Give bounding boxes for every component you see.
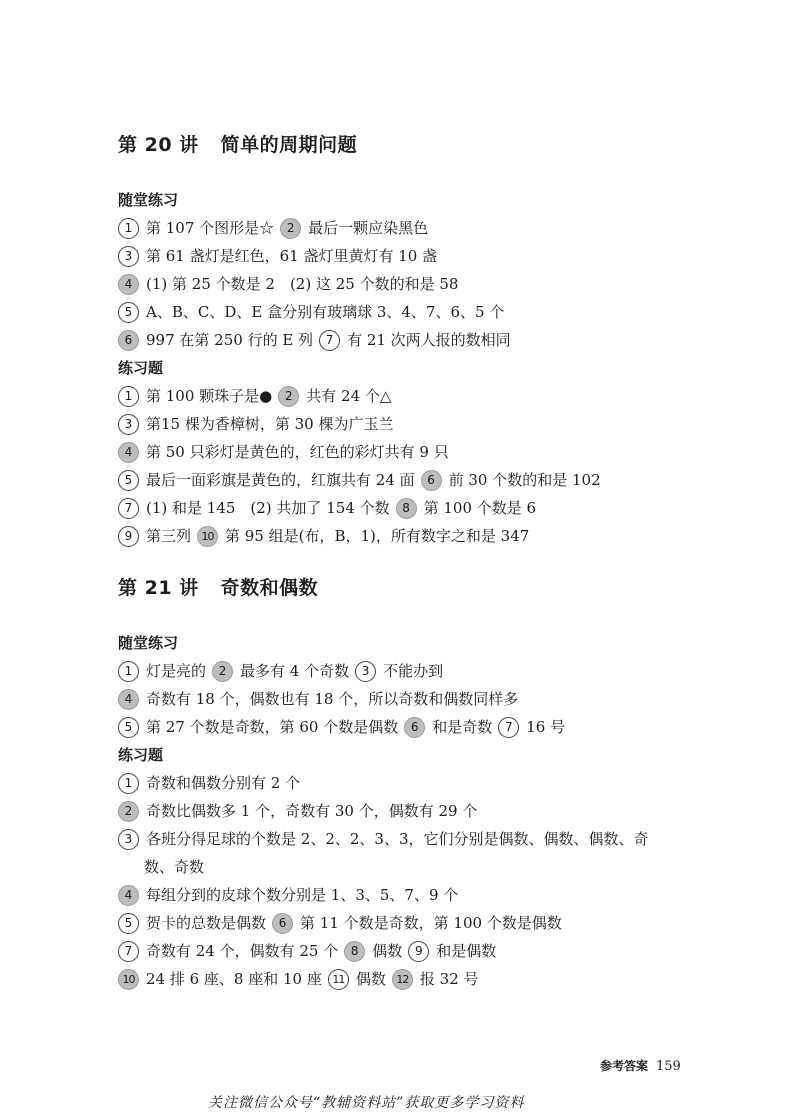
circled-number-icon: 12 — [392, 969, 413, 990]
answer-text: 有 21 次两人报的数相同 — [347, 331, 511, 349]
answer-line — [118, 825, 758, 853]
circled-number-icon: 5 — [118, 717, 139, 738]
answer-item — [408, 942, 496, 960]
answer-item — [212, 662, 349, 680]
circled-number-icon: 6 — [421, 470, 442, 491]
footer-label: 参考答案 — [600, 1059, 649, 1073]
answer-item — [344, 942, 402, 960]
answer-line — [118, 270, 758, 298]
answer-text: 16 号 — [526, 718, 566, 736]
answer-item — [118, 774, 300, 792]
answer-text: 偶数 — [355, 970, 386, 988]
circled-number-icon: 9 — [118, 526, 139, 547]
answer-text: 不能办到 — [383, 662, 444, 680]
answer-text: 奇数比偶数多 1 个，奇数有 30 个，偶数有 29 个 — [146, 802, 478, 820]
answer-text: 每组分到的皮球个数分别是 1、3、5、7、9 个 — [146, 886, 459, 904]
answer-item — [118, 802, 477, 820]
answer-text: 最后一颗应染黑色 — [308, 219, 429, 237]
answer-line — [118, 298, 758, 326]
answer-item — [328, 970, 386, 988]
answer-line — [118, 909, 758, 937]
answer-line — [118, 881, 758, 909]
answer-text: 最后一面彩旗是黄色的，红旗共有 24 面 — [146, 471, 415, 489]
circled-number-icon: 7 — [118, 498, 139, 519]
answer-line — [118, 326, 758, 354]
circled-number-icon: 10 — [197, 526, 218, 547]
section-heading-in-class: 随堂练习 — [118, 634, 179, 652]
answer-text: 奇数和偶数分别有 2 个 — [146, 774, 301, 792]
circled-number-icon: 8 — [396, 498, 417, 519]
circled-number-icon: 6 — [404, 717, 425, 738]
circled-number-icon: 1 — [118, 386, 139, 407]
circled-number-icon: 6 — [272, 913, 293, 934]
answer-item — [396, 499, 536, 517]
circled-number-icon: 7 — [498, 717, 519, 738]
answer-line — [118, 685, 758, 713]
answer-list — [118, 769, 758, 993]
answer-item — [118, 415, 393, 433]
circled-number-icon: 11 — [328, 969, 349, 990]
circled-number-icon: 1 — [118, 218, 139, 239]
circled-number-icon: 3 — [118, 829, 139, 850]
answer-item — [118, 690, 518, 708]
circled-number-icon: 2 — [118, 801, 139, 822]
answer-line — [118, 494, 758, 522]
answer-item — [498, 718, 565, 736]
answer-text: A、B、C、D、E 盒分别有玻璃球 3、4、7、6、5 个 — [146, 303, 505, 321]
section-heading-exercises: 练习题 — [118, 746, 164, 764]
answer-text: 奇数有 18 个，偶数也有 18 个，所以奇数和偶数同样多 — [146, 690, 519, 708]
answer-item — [144, 858, 204, 876]
answer-text: 灯是亮的 — [146, 662, 207, 680]
lecture-title — [118, 575, 758, 601]
circled-number-icon: 5 — [118, 470, 139, 491]
answer-text: 报 32 号 — [419, 970, 479, 988]
page-number: 159 — [656, 1059, 681, 1074]
answer-line — [118, 382, 758, 410]
answer-text: (1) 和是 145 (2) 共加了 154 个数 — [146, 499, 390, 517]
answer-item — [392, 970, 479, 988]
answer-item — [118, 527, 191, 545]
circled-number-icon: 3 — [118, 414, 139, 435]
answer-text: 第 95 组是(布，B，1)，所有数字之和是 347 — [225, 527, 530, 545]
answer-text: 奇数有 24 个，偶数有 25 个 — [146, 942, 339, 960]
answer-line — [118, 410, 758, 438]
answer-item — [272, 914, 562, 932]
answer-item — [118, 914, 266, 932]
answer-item — [118, 247, 437, 265]
circled-number-icon: 7 — [319, 330, 340, 351]
answer-item — [118, 499, 390, 517]
answer-line — [118, 522, 758, 550]
lecture-subtitle: 简单的周期问题 — [220, 134, 358, 156]
answer-line — [118, 242, 758, 270]
answer-text: 和是奇数 — [432, 718, 493, 736]
circled-number-icon: 7 — [118, 941, 139, 962]
answer-text: 前 30 个数的和是 102 — [448, 471, 601, 489]
section-heading-exercises: 练习题 — [118, 359, 164, 377]
answer-line — [118, 713, 758, 741]
circled-number-icon: 4 — [118, 689, 139, 710]
answer-line — [118, 657, 758, 685]
circled-number-icon: 9 — [408, 941, 429, 962]
answer-text: 第 107 个图形是☆ — [146, 219, 275, 237]
lecture-20 — [118, 132, 758, 550]
answer-line — [118, 466, 758, 494]
answer-item — [118, 331, 313, 349]
answer-text: 第 50 只彩灯是黄色的，红色的彩灯共有 9 只 — [146, 443, 449, 461]
lecture-number: 第 20 讲 — [118, 134, 199, 156]
circled-number-icon: 3 — [118, 246, 139, 267]
answer-item — [118, 471, 415, 489]
circled-number-icon: 5 — [118, 302, 139, 323]
answer-item — [278, 387, 391, 405]
answer-line — [118, 965, 758, 993]
answer-line — [118, 438, 758, 466]
answer-line — [118, 769, 758, 797]
answer-item — [118, 886, 458, 904]
lecture-number: 第 21 讲 — [118, 577, 199, 599]
answer-item — [280, 219, 428, 237]
answer-list — [118, 214, 758, 354]
section-heading-in-class: 随堂练习 — [118, 191, 179, 209]
page-footer — [600, 1055, 681, 1077]
circled-number-icon: 8 — [344, 941, 365, 962]
lecture-subtitle: 奇数和偶数 — [220, 577, 319, 599]
answer-text: 贺卡的总数是偶数 — [146, 914, 267, 932]
answer-text: 和是偶数 — [436, 942, 497, 960]
answer-line — [118, 853, 758, 881]
answer-item — [118, 718, 398, 736]
answer-text: 第15 棵为香樟树，第 30 棵为广玉兰 — [146, 415, 394, 433]
answer-item — [197, 527, 529, 545]
answer-item — [421, 471, 601, 489]
answer-item — [118, 303, 504, 321]
answer-item — [118, 830, 649, 848]
answer-text: 最多有 4 个奇数 — [240, 662, 350, 680]
circled-number-icon: 6 — [118, 330, 139, 351]
answer-item — [118, 942, 338, 960]
circled-number-icon: 2 — [278, 386, 299, 407]
answer-item — [118, 387, 272, 405]
answer-text: 数、奇数 — [144, 858, 205, 876]
answer-text: 共有 24 个△ — [306, 387, 392, 405]
answer-item — [118, 443, 449, 461]
answer-item — [118, 275, 458, 293]
lecture-21 — [118, 575, 758, 993]
answer-text: 偶数 — [372, 942, 403, 960]
answer-item — [404, 718, 492, 736]
circled-number-icon: 10 — [118, 969, 139, 990]
answer-line — [118, 937, 758, 965]
answer-text: 第 11 个数是奇数，第 100 个数是偶数 — [300, 914, 562, 932]
answer-line — [118, 214, 758, 242]
answer-text: (1) 第 25 个数是 2 (2) 这 25 个数的和是 58 — [146, 275, 459, 293]
answer-list — [118, 382, 758, 550]
answer-item — [118, 662, 206, 680]
circled-number-icon: 5 — [118, 913, 139, 934]
circled-number-icon: 1 — [118, 661, 139, 682]
circled-number-icon: 4 — [118, 274, 139, 295]
lecture-title — [118, 132, 758, 158]
answer-list — [118, 657, 758, 741]
answer-text: 第 100 个数是 6 — [423, 499, 537, 517]
circled-number-icon: 1 — [118, 773, 139, 794]
answer-item — [118, 219, 274, 237]
answer-text: 第 27 个数是奇数，第 60 个数是偶数 — [146, 718, 399, 736]
answer-text: 997 在第 250 行的 E 列 — [146, 331, 314, 349]
watermark-text: 关注微信公众号“教辅资料站”获取更多学习资料 — [208, 1095, 525, 1111]
answer-text: 各班分得足球的个数是 2、2、2、3、3，它们分别是偶数、偶数、偶数、奇 — [146, 830, 649, 848]
circled-number-icon: 4 — [118, 885, 139, 906]
circled-number-icon: 2 — [280, 218, 301, 239]
answer-text: 24 排 6 座、8 座和 10 座 — [146, 970, 322, 988]
answer-item — [118, 970, 322, 988]
answer-text: 第 61 盏灯是红色，61 盏灯里黄灯有 10 盏 — [146, 247, 438, 265]
answer-text: 第三列 — [146, 527, 192, 545]
answer-item — [355, 662, 443, 680]
answer-line — [118, 797, 758, 825]
circled-number-icon: 3 — [355, 661, 376, 682]
circled-number-icon: 2 — [212, 661, 233, 682]
answer-item — [319, 331, 511, 349]
answer-text: 第 100 颗珠子是● — [146, 387, 273, 405]
circled-number-icon: 4 — [118, 442, 139, 463]
